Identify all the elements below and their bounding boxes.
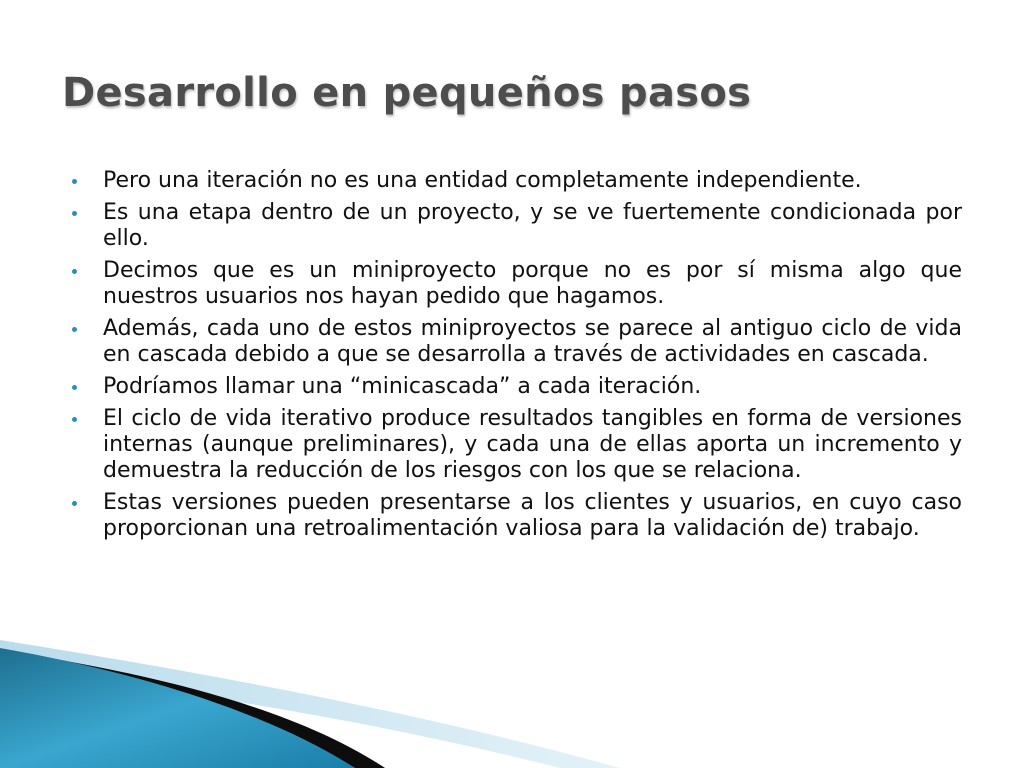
bullet-text: Estas versiones pueden presentarse a los clientes y usuarios, en cuyo caso proporcionan una retroalimentación valiosa para la validación de) trabajo. [103, 490, 962, 541]
slide-title: Desarrollo en pequeños pasos [62, 70, 752, 116]
bullet-text: El ciclo de vida iterativo produce resultados tangibles en forma de versiones internas (aunque preliminares), y cada una de ellas aporta un incremento y demuestra la reducción de los riesgos con los que se relaciona. [103, 406, 962, 483]
bullet-text: Es una etapa dentro de un proyecto, y se ve fuertemente condicionada por ello. [103, 200, 962, 251]
bullet-text: Podríamos llamar una “minicascada” a cada iteración. [103, 374, 702, 399]
bullet-text: Pero una iteración no es una entidad completamente independiente. [103, 168, 862, 193]
bullet-text: Decimos que es un miniproyecto porque no es por sí misma algo que nuestros usuarios nos hayan pedido que hagamos. [103, 258, 962, 309]
bullet-text: Además, cada uno de estos miniproyectos se parece al antiguo ciclo de vida en cascada debido a que se desarrolla a través de actividades en cascada. [103, 316, 962, 367]
